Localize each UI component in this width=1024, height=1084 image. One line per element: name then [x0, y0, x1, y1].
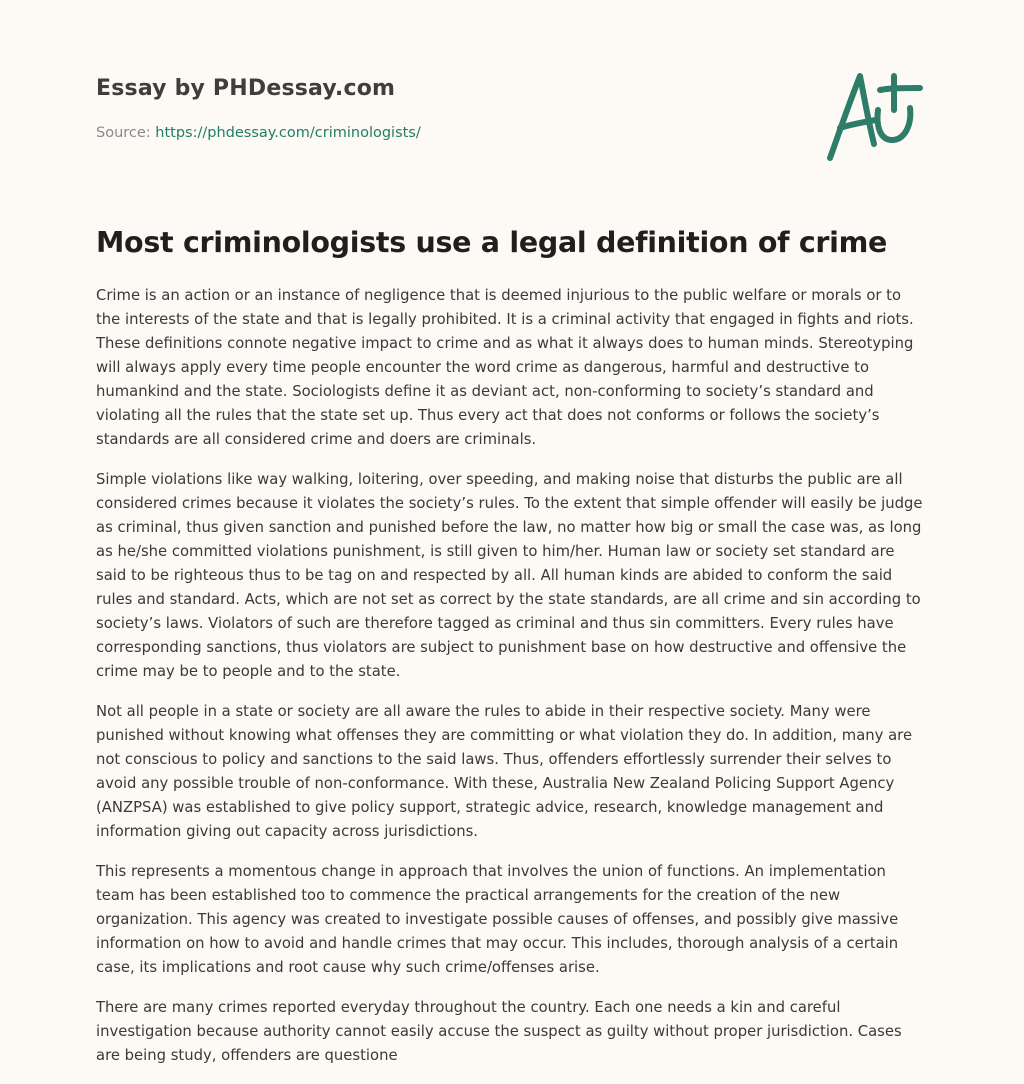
article-paragraph: This represents a momentous change in approach that involves the union of functions. An implementation team has been established too to commence the practical arrangements for the creation of the new organization. This agency was created to investigate possible causes of offenses, and possibly give massive information on how to avoid and handle crimes that may occur. This includes, thorough analysis of a certain case, its implications and root cause why such crime/offenses arise.	[96, 863, 899, 976]
article-title: Most criminologists use a legal definition of crime	[96, 226, 888, 259]
source-link[interactable]: https://phdessay.com/criminologists/	[155, 125, 421, 141]
article-paragraph: Not all people in a state or society are all aware the rules to abide in their respective society. Many were punished without knowing what offenses they are committing or what violation they do. In addition, many are not conscious to policy and sanctions to the said laws. Thus, offenders effortlessly surrender their selves to avoid any possible trouble of non-conformance. With these, Australia New Zealand Policing Support Agency (ANZPSA) was established to give policy support, strategic advice, research, knowledge management and information giving out capacity across jurisdictions.	[96, 703, 913, 840]
article-paragraph: Crime is an action or an instance of negligence that is deemed injurious to the public welfare or morals or to the interests of the state and that is legally prohibited. It is a criminal activity that engaged in fights and riots. These definitions connote negative impact to crime and as what it always does to human minds. Stereotyping will always apply every time people encounter the word crime as dangerous, harmful and destructive to humankind and the state. Sociologists define it as deviant act, non-conforming to society’s standard and violating all the rules that the state set up. Thus every act that does not conforms or follows the society’s standards are all considered crime and doers are criminals.	[96, 287, 914, 448]
source-line	[96, 125, 421, 141]
brand-title: Essay by PHDessay.com	[96, 76, 396, 101]
source-label: Source:	[96, 125, 151, 141]
article-paragraph: Simple violations like way walking, loitering, over speeding, and making noise that disturbs the public are all considered crimes because it violates the society’s rules. To the extent that simple offender will easily be judge as criminal, thus given sanction and punished before the law, no matter how big or small the case was, as long as he/she committed violations punishment, is still given to him/her. Human law or society set standard are said to be righteous thus to be tag on and respected by all. All human kinds are abided to conform the said rules and standard. Acts, which are not set as correct by the state standards, are all crime and sin according to society’s laws. Violators of such are therefore tagged as criminal and thus sin committers. Every rules have corresponding sanctions, thus violators are subject to punishment base on how destructive and offensive the crime may be to people and to the state.	[96, 471, 923, 680]
article-body	[96, 284, 928, 1084]
article-paragraph: There are many crimes reported everyday throughout the country. Each one needs a kin and careful investigation because authority cannot easily accuse the suspect as guilty without proper jurisdiction. Cases are being study, offenders are questione	[96, 999, 902, 1064]
essay-page	[96, 0, 928, 1064]
essay-header	[96, 0, 928, 190]
a-plus-logo-icon	[824, 66, 928, 166]
